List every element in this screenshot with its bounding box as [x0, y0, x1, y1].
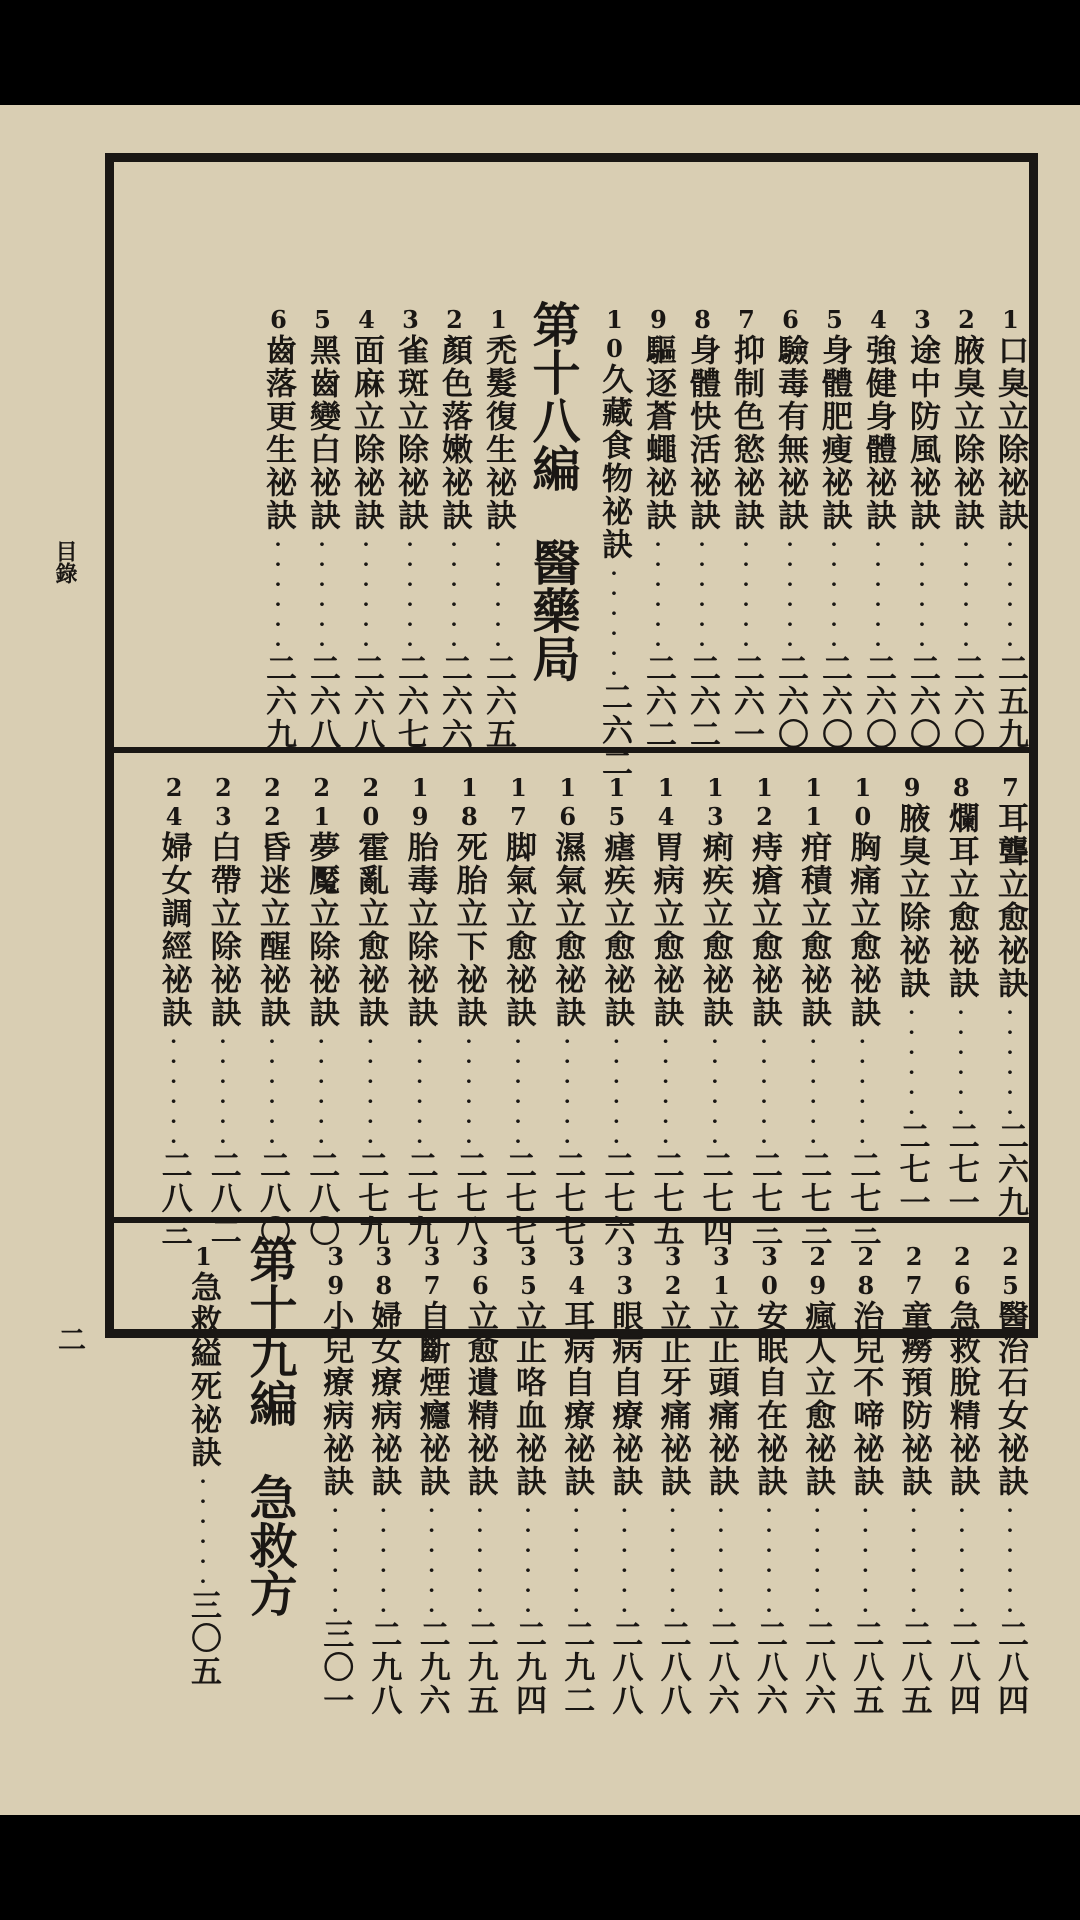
entry-number: 1: [484, 305, 513, 334]
entry-page: 二六九: [992, 1120, 1028, 1219]
leader-dots: ······: [358, 1029, 383, 1149]
entry-title: 驗毒有無祕訣: [772, 334, 808, 532]
entry-number: 16: [553, 773, 583, 831]
entry-number: 31: [706, 1242, 736, 1300]
entry-number: 3: [396, 305, 425, 334]
entry-number: 6: [264, 305, 293, 334]
entry-number: 25: [996, 1242, 1025, 1300]
entry-title: 口臭立除祕訣: [992, 334, 1028, 532]
entry-page: 二八二: [204, 1149, 241, 1248]
toc-entry: [902, 305, 942, 751]
leader-dots: ······: [604, 1029, 629, 1149]
toc-entry: [252, 773, 292, 1248]
toc-entry: [412, 1242, 452, 1717]
entry-number: 1: [189, 1242, 218, 1271]
entry-page: 二六八: [348, 652, 384, 751]
entry-number: 30: [755, 1242, 784, 1300]
leader-dots: ······: [708, 1498, 733, 1618]
entry-number: 8: [946, 773, 976, 802]
leader-dots: ······: [467, 1498, 492, 1618]
entry-title: 途中防風祕訣: [904, 334, 940, 532]
toc-entry: [695, 773, 735, 1248]
entry-page: 二八四: [992, 1618, 1028, 1717]
entry-title: 昏迷立醒祕訣: [254, 831, 290, 1029]
entry-number: 13: [700, 773, 730, 831]
toc-entry: [301, 773, 341, 1248]
chapter-heading: [243, 1235, 295, 1617]
chapter-heading: [526, 300, 578, 682]
entry-title: 立止牙痛祕訣: [654, 1300, 691, 1498]
entry-page: 二九五: [461, 1618, 498, 1717]
toc-entry: [498, 773, 538, 1248]
toc-entry: [258, 305, 298, 751]
leader-dots: ······: [734, 532, 758, 652]
leader-dots: ······: [442, 532, 466, 652]
toc-entry: [547, 773, 587, 1248]
chapter-title: 第十八編: [524, 300, 580, 492]
entry-page: 二九四: [510, 1618, 546, 1717]
leader-dots: ······: [866, 532, 890, 652]
entry-number: 28: [851, 1242, 881, 1300]
leader-dots: ······: [191, 1469, 215, 1589]
leader-dots: ······: [948, 1000, 973, 1120]
chapter-subtitle: 急救方: [241, 1473, 297, 1617]
leader-dots: ······: [456, 1029, 481, 1149]
toc-entry: [203, 773, 243, 1248]
entry-title: 眼病自療祕訣: [606, 1300, 643, 1498]
leader-dots: ······: [949, 1498, 974, 1618]
entry-title: 黑齒變白祕訣: [304, 334, 340, 532]
leader-dots: ······: [822, 532, 846, 652]
entry-page: 二八六: [751, 1618, 787, 1717]
entry-number: 27: [899, 1242, 929, 1300]
toc-entry: [508, 1242, 548, 1717]
entry-title: 治兒不啼祕訣: [847, 1300, 884, 1498]
entry-title: 婦女療病祕訣: [365, 1300, 402, 1498]
leader-dots: ······: [486, 532, 510, 652]
entry-title: 爛耳立愈祕訣: [942, 802, 979, 1000]
toc-entry: [726, 305, 766, 751]
leader-dots: ······: [850, 1029, 875, 1149]
entry-title: 疳積立愈祕訣: [795, 831, 832, 1029]
entry-title: 耳聾立愈祕訣: [992, 802, 1028, 1000]
entry-title: 自斷煙癮祕訣: [413, 1300, 450, 1498]
entry-page: 二七一: [893, 1120, 930, 1219]
toc-entry: [749, 1242, 789, 1717]
entry-title: 腋臭立除祕訣: [893, 802, 930, 1000]
toc-entry: [946, 305, 986, 751]
toc-entry: [478, 305, 518, 751]
entry-number: 15: [602, 773, 632, 831]
toc-entry: [390, 305, 430, 751]
entry-title: 面麻立除祕訣: [348, 334, 384, 532]
entry-title: 胎毒立除祕訣: [401, 831, 438, 1029]
leader-dots: ······: [660, 1498, 685, 1618]
toc-entry: [770, 305, 810, 751]
entry-number: 26: [947, 1242, 977, 1300]
toc-entry: [646, 773, 686, 1248]
leader-dots: ······: [998, 532, 1022, 652]
entry-title: 立止咯血祕訣: [510, 1300, 546, 1498]
entry-number: 10: [600, 305, 629, 363]
entry-page: 二八六: [702, 1618, 739, 1717]
entry-title: 胸痛立愈祕訣: [844, 831, 881, 1029]
entry-title: 霍亂立愈祕訣: [352, 831, 389, 1029]
entry-page: 二八四: [943, 1618, 980, 1717]
leader-dots: ······: [801, 1029, 826, 1149]
toc-entry: [793, 773, 833, 1248]
toc-entry: [682, 305, 722, 751]
leader-dots: ······: [998, 1498, 1022, 1618]
entry-number: 2: [440, 305, 469, 334]
toc-entry: [701, 1242, 741, 1717]
leader-dots: ······: [310, 532, 334, 652]
entry-number: 9: [897, 773, 927, 802]
toc-entry: [858, 305, 898, 751]
toc-entry: [154, 773, 194, 1248]
entry-number: 32: [658, 1242, 688, 1300]
entry-title: 白帶立除祕訣: [204, 831, 241, 1029]
toc-entry: [594, 305, 634, 780]
entry-number: 4: [352, 305, 381, 334]
entry-page: 二八〇: [303, 1149, 340, 1248]
toc-entry: [894, 1242, 934, 1717]
entry-page: 二九八: [365, 1618, 402, 1717]
toc-entry: [941, 773, 981, 1219]
leader-dots: ······: [260, 1029, 284, 1149]
entry-page: 二九六: [413, 1618, 450, 1717]
toc-entry: [842, 773, 882, 1248]
leader-dots: ······: [323, 1498, 348, 1618]
section-label: 目錄: [52, 540, 78, 584]
entry-number: 39: [321, 1242, 351, 1300]
toc-entry: [183, 1242, 223, 1688]
leader-dots: ······: [752, 1029, 776, 1149]
entry-number: 12: [750, 773, 779, 831]
entry-number: 23: [208, 773, 238, 831]
entry-title: 急救縊死祕訣: [185, 1271, 221, 1469]
entry-page: 二八〇: [254, 1149, 290, 1248]
entry-page: 二八八: [654, 1618, 691, 1717]
toc-entry: [556, 1242, 596, 1717]
entry-number: 7: [732, 305, 761, 334]
entry-title: 耳病自療祕訣: [558, 1300, 595, 1498]
entry-page: 二五九: [992, 652, 1028, 751]
leader-dots: ······: [653, 1029, 678, 1149]
entry-title: 胃病立愈祕訣: [647, 831, 684, 1029]
entry-page: 二七九: [352, 1149, 389, 1248]
entry-number: 5: [820, 305, 849, 334]
entry-page: 二六一: [728, 652, 764, 751]
entry-number: 11: [799, 773, 829, 831]
entry-title: 死胎立下祕訣: [450, 831, 487, 1029]
entry-number: 33: [610, 1242, 640, 1300]
entry-number: 21: [307, 773, 337, 831]
entry-page: 二六七: [392, 652, 428, 751]
entry-title: 身體快活祕訣: [684, 334, 720, 532]
entry-title: 濕氣立愈祕訣: [549, 831, 586, 1029]
leader-dots: ······: [901, 1498, 926, 1618]
toc-entry: [845, 1242, 885, 1717]
entry-number: 5: [308, 305, 337, 334]
leader-dots: ······: [407, 1029, 432, 1149]
entry-page: 二六二: [596, 681, 632, 780]
entry-title: 立愈遺精祕訣: [461, 1300, 498, 1498]
entry-page: 二六二: [640, 652, 676, 751]
entry-number: 37: [417, 1242, 447, 1300]
toc-entry: [400, 773, 440, 1248]
toc-entry: [596, 773, 636, 1248]
toc-entry: [814, 305, 854, 751]
entry-number: 29: [803, 1242, 833, 1300]
entry-page: 二六六: [436, 652, 472, 751]
entry-page: 二八三: [155, 1149, 192, 1248]
entry-page: 二七五: [647, 1149, 684, 1248]
page-number: 二: [54, 1325, 87, 1353]
entry-page: 二九二: [558, 1618, 595, 1717]
entry-page: 二七四: [696, 1149, 733, 1248]
leader-dots: ······: [506, 1029, 530, 1149]
entry-number: 34: [562, 1242, 592, 1300]
toc-entry: [942, 1242, 982, 1717]
entry-page: 三〇一: [317, 1618, 354, 1717]
leader-dots: ······: [778, 532, 802, 652]
toc-entry: [434, 305, 474, 751]
entry-title: 痔瘡立愈祕訣: [746, 831, 782, 1029]
entry-title: 安眠自在祕訣: [751, 1300, 787, 1498]
entry-number: 20: [356, 773, 386, 831]
entry-page: 二七七: [500, 1149, 536, 1248]
entry-page: 二七八: [450, 1149, 487, 1248]
entry-title: 抑制色慾祕訣: [728, 334, 764, 532]
entry-number: 22: [258, 773, 287, 831]
toc-entry: [302, 305, 342, 751]
entry-number: 14: [651, 773, 681, 831]
toc-entry: [363, 1242, 403, 1717]
entry-page: 二七三: [795, 1149, 832, 1248]
entry-page: 二六〇: [948, 652, 984, 751]
entry-page: 三〇五: [185, 1589, 221, 1688]
leader-dots: ······: [564, 1498, 589, 1618]
entry-title: 強健身體祕訣: [860, 334, 896, 532]
entry-number: 19: [405, 773, 435, 831]
entry-title: 脚氣立愈祕訣: [500, 831, 536, 1029]
entry-title: 夢魘立除祕訣: [303, 831, 340, 1029]
entry-title: 立止頭痛祕訣: [702, 1300, 739, 1498]
leader-dots: ······: [602, 561, 626, 681]
entry-number: 3: [908, 305, 937, 334]
leader-dots: ······: [555, 1029, 580, 1149]
entry-title: 瘋人立愈祕訣: [799, 1300, 836, 1498]
entry-number: 18: [454, 773, 484, 831]
entry-title: 急救脫精祕訣: [943, 1300, 980, 1498]
entry-page: 二六〇: [816, 652, 852, 751]
chapter-subtitle: 醫藥局: [524, 538, 580, 682]
entry-title: 婦女調經祕訣: [155, 831, 192, 1029]
entry-title: 顏色落嫩祕訣: [436, 334, 472, 532]
entry-number: 9: [644, 305, 673, 334]
leader-dots: ······: [309, 1029, 334, 1149]
entry-page: 二七三: [844, 1149, 881, 1248]
leader-dots: ······: [853, 1498, 878, 1618]
entry-page: 二六九: [260, 652, 296, 751]
leader-dots: ······: [998, 1000, 1022, 1120]
leader-dots: ······: [612, 1498, 637, 1618]
entry-title: 雀斑立除祕訣: [392, 334, 428, 532]
entry-page: 二六二: [684, 652, 720, 751]
leader-dots: ······: [954, 532, 978, 652]
entry-number: 35: [514, 1242, 543, 1300]
leader-dots: ······: [910, 532, 934, 652]
leader-dots: ······: [210, 1029, 235, 1149]
toc-entry: [460, 1242, 500, 1717]
leader-dots: ······: [805, 1498, 830, 1618]
leader-dots: ······: [690, 532, 714, 652]
entry-number: 8: [688, 305, 717, 334]
toc-entry: [892, 773, 932, 1219]
leader-dots: ······: [398, 532, 422, 652]
entry-title: 小兒療病祕訣: [317, 1300, 354, 1498]
entry-title: 禿髮復生祕訣: [480, 334, 516, 532]
entry-page: 二八五: [847, 1618, 884, 1717]
entry-page: 二六〇: [772, 652, 808, 751]
toc-entry: [797, 1242, 837, 1717]
entry-page: 二六五: [480, 652, 516, 751]
leader-dots: ······: [354, 532, 378, 652]
entry-title: 久藏食物祕訣: [596, 363, 632, 561]
entry-page: 二七九: [401, 1149, 438, 1248]
toc-entry: [350, 773, 390, 1248]
toc-entry: [449, 773, 489, 1248]
entry-number: 38: [369, 1242, 399, 1300]
entry-page: 二七三: [746, 1149, 782, 1248]
entry-number: 36: [465, 1242, 495, 1300]
entry-title: 驅逐蒼蠅祕訣: [640, 334, 676, 532]
leader-dots: ······: [161, 1029, 186, 1149]
entry-number: 4: [864, 305, 893, 334]
entry-number: 7: [996, 773, 1025, 802]
entry-page: 二七六: [598, 1149, 635, 1248]
toc-entry: [990, 773, 1030, 1219]
entry-page: 二八六: [799, 1618, 836, 1717]
entry-title: 醫治石女祕訣: [992, 1300, 1028, 1498]
entry-number: 24: [159, 773, 189, 831]
entry-page: 二七七: [549, 1149, 586, 1248]
toc-entry: [990, 305, 1030, 751]
entry-page: 二六〇: [860, 652, 896, 751]
leader-dots: ······: [646, 532, 670, 652]
toc-entry: [653, 1242, 693, 1717]
leader-dots: ······: [419, 1498, 444, 1618]
entry-page: 二八五: [895, 1618, 932, 1717]
leader-dots: ······: [371, 1498, 396, 1618]
entry-title: 瘧疾立愈祕訣: [598, 831, 635, 1029]
entry-number: 10: [848, 773, 878, 831]
toc-entry: [315, 1242, 355, 1717]
leader-dots: ······: [702, 1029, 727, 1149]
entry-number: 1: [996, 305, 1025, 334]
entry-number: 2: [952, 305, 981, 334]
entry-number: 17: [504, 773, 533, 831]
leader-dots: ······: [899, 1000, 924, 1120]
chapter-title: 第十九編: [241, 1235, 297, 1427]
toc-entry: [604, 1242, 644, 1717]
entry-title: 腋臭立除祕訣: [948, 334, 984, 532]
entry-title: 童癆預防祕訣: [895, 1300, 932, 1498]
entry-title: 痢疾立愈祕訣: [696, 831, 733, 1029]
leader-dots: ······: [266, 532, 290, 652]
entry-number: 6: [776, 305, 805, 334]
toc-entry: [744, 773, 784, 1248]
entry-title: 身體肥瘦祕訣: [816, 334, 852, 532]
leader-dots: ······: [757, 1498, 781, 1618]
entry-page: 二七一: [942, 1120, 979, 1219]
entry-page: 二八八: [606, 1618, 643, 1717]
entry-page: 二六八: [304, 652, 340, 751]
entry-page: 二六〇: [904, 652, 940, 751]
entry-title: 齒落更生祕訣: [260, 334, 296, 532]
leader-dots: ······: [516, 1498, 540, 1618]
toc-entry: [346, 305, 386, 751]
toc-entry: [990, 1242, 1030, 1717]
toc-entry: [638, 305, 678, 751]
